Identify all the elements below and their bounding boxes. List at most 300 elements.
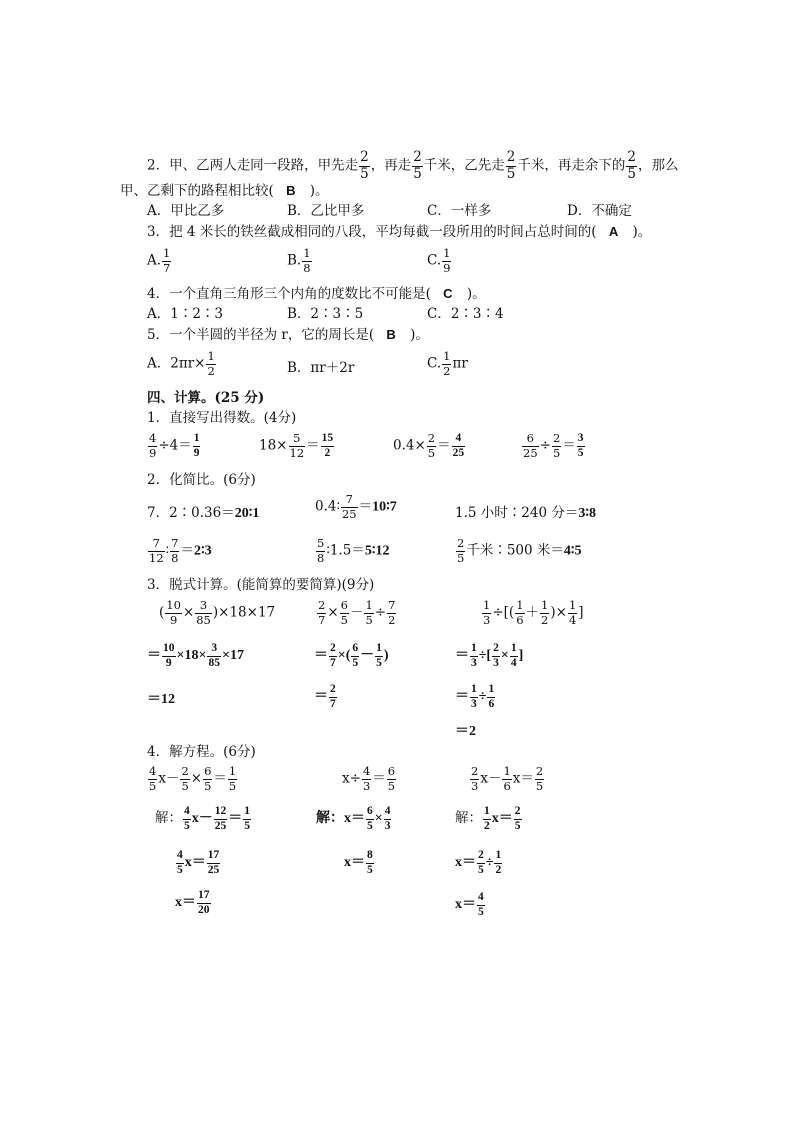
fraction-num: 2: [427, 431, 436, 445]
t: ]: [518, 648, 524, 664]
fraction-num: 1: [228, 764, 237, 778]
fraction-den: 2: [541, 612, 549, 627]
fraction-num: 7: [388, 598, 396, 612]
fraction-den: 5: [427, 445, 436, 460]
fraction-num: 3: [577, 433, 585, 447]
t: －: [360, 648, 375, 664]
fraction-den: 12: [289, 445, 305, 460]
fraction-num: 6: [340, 598, 348, 612]
fraction-num: 1: [243, 806, 251, 820]
fraction-num: 1: [470, 684, 478, 698]
fraction: [470, 766, 479, 792]
fraction: [321, 433, 335, 459]
q2-t3: 千米，再走余下的: [517, 157, 626, 174]
fraction-num: 2: [329, 684, 337, 698]
t: ×: [374, 811, 383, 827]
fraction: [195, 600, 212, 626]
fraction-num: 2: [181, 764, 189, 778]
fraction-num: 2: [506, 149, 516, 165]
fraction-num: 1: [516, 598, 524, 612]
p4-col-3: [455, 766, 635, 936]
fraction: [364, 600, 373, 626]
fraction-den: 3: [471, 656, 477, 669]
fraction: [522, 433, 539, 459]
q3-option-c: [427, 248, 452, 274]
option-label: C.: [427, 252, 442, 269]
p2-title: 2．化简比。(6分): [147, 472, 256, 488]
option-label: A.: [147, 252, 162, 269]
eq: ＝: [358, 498, 373, 515]
fraction: [162, 643, 176, 669]
calc-3-step-2: [455, 684, 496, 710]
fraction-den: 25: [341, 506, 357, 521]
option-label: B.: [287, 252, 302, 269]
q2-line1: [147, 151, 678, 181]
t: 解：: [455, 810, 482, 827]
fraction-den: 5: [535, 778, 544, 793]
t: x＝: [455, 897, 476, 913]
mid: ∶1.5＝: [326, 542, 365, 559]
calc-2-step-1: [314, 643, 389, 669]
fraction-den: 2: [324, 446, 331, 459]
q2-t2: 千米，乙先走: [423, 157, 505, 174]
op: ÷4＝: [158, 437, 192, 454]
fraction-num: 17: [207, 850, 221, 864]
fraction: [180, 766, 189, 792]
p3-title: 3．脱式计算。(能简算的要简算)(9分): [147, 577, 375, 593]
q3-option-a: [147, 248, 172, 274]
fraction-num: 7: [171, 536, 179, 550]
fraction-den: 25: [523, 445, 538, 460]
p1-item-3: [393, 433, 466, 459]
fraction: [483, 806, 491, 832]
p1-item-2: [259, 433, 335, 459]
fraction-num: 6: [522, 433, 539, 447]
fraction-num: 4: [477, 892, 485, 906]
p1-title: 1．直接写出得数。(4分): [147, 410, 297, 426]
fraction: [366, 806, 374, 832]
fraction-num: 1: [163, 246, 171, 260]
fraction-den: 6: [488, 697, 495, 710]
fraction-den: 3: [471, 697, 477, 710]
fraction: [341, 494, 358, 520]
q2-line2a: 甲、乙剩下的路程相比较(: [120, 183, 274, 199]
q2-option-a: A．甲比乙多: [147, 203, 225, 219]
calc-3-step-3: ＝2: [455, 724, 476, 739]
q2-option-b: B．乙比甲多: [287, 203, 365, 219]
fraction-num: 2: [477, 850, 485, 864]
q3-tail: )。: [632, 224, 652, 240]
fraction-den: 5: [376, 656, 382, 669]
fraction-den: 2: [495, 863, 502, 876]
fraction-den: 5: [457, 550, 465, 565]
fraction-den: 9: [149, 445, 157, 460]
fraction-den: 3: [384, 819, 391, 832]
fraction-num: 2: [627, 149, 636, 165]
fraction-den: 85: [208, 656, 220, 669]
option-tail: πr: [452, 355, 468, 372]
fraction-num: 1: [483, 598, 491, 612]
fraction: [482, 600, 491, 626]
fraction-num: 1: [568, 598, 577, 612]
p2-item-6: [455, 538, 582, 564]
calc-2-step-2: [314, 684, 338, 710]
fraction: [316, 538, 325, 564]
fraction: [228, 766, 237, 792]
answer: 20∶1: [234, 506, 260, 521]
eq-1-step-3: [175, 890, 212, 916]
q3-line: [147, 224, 651, 240]
fraction-num: 2: [535, 764, 544, 778]
t: ×: [190, 770, 203, 787]
t: )×: [550, 604, 567, 621]
fraction: [329, 643, 337, 669]
mid: 千米∶500 米＝: [466, 542, 564, 559]
t: x＝: [344, 855, 365, 871]
q2-option-d: D．不确定: [567, 203, 632, 219]
fraction-num: 5: [289, 433, 306, 447]
fraction-num: 1: [470, 643, 478, 657]
fraction: [183, 806, 191, 832]
fraction-den: 5: [478, 863, 484, 876]
t: x＝: [184, 855, 206, 871]
eq-3-step-3: [455, 892, 486, 918]
fraction-den: 5: [340, 612, 348, 627]
answer: 10∶7: [372, 499, 397, 515]
fraction-den: 12: [149, 550, 164, 565]
fraction-num: 1: [375, 643, 383, 657]
fraction-num: 2: [329, 643, 337, 657]
q5-text: 5．一个半圆的半径为 r，它的周长是(: [147, 327, 375, 343]
fraction: [387, 766, 396, 792]
pre: 18×: [259, 437, 288, 454]
fraction: [506, 151, 517, 181]
calc-1-step-2: ＝12: [147, 692, 175, 707]
t: ]: [578, 604, 584, 621]
fraction-num: 10: [162, 643, 176, 657]
q5-line: [147, 327, 429, 343]
mid: ∶: [165, 542, 170, 559]
q5-tail: )。: [410, 327, 429, 343]
fraction: [351, 643, 359, 669]
p2-item-1: [147, 505, 259, 522]
fraction-den: 8: [303, 260, 311, 275]
t: x＝: [512, 770, 534, 787]
calc-3-step-1: [455, 643, 523, 669]
t: ×: [327, 604, 339, 621]
fraction-den: 5: [627, 165, 636, 182]
fraction-num: 1: [510, 643, 518, 657]
fraction-den: 9: [169, 612, 178, 627]
fraction: [340, 600, 349, 626]
fraction: [477, 850, 485, 876]
fraction: [148, 538, 165, 564]
fraction-den: 5: [367, 819, 373, 832]
t: )×18×17: [212, 604, 276, 621]
t: x÷: [342, 770, 361, 787]
fraction-den: 25: [452, 446, 465, 459]
t: ＝: [147, 648, 161, 664]
fraction: [384, 806, 392, 832]
fraction-num: 7: [148, 538, 165, 552]
fraction: [197, 890, 211, 916]
fraction-den: 5: [204, 778, 212, 793]
answer: 3∶8: [578, 506, 596, 521]
fraction-den: 5: [365, 612, 373, 627]
fraction-num: 3: [207, 643, 221, 657]
fraction: [207, 850, 221, 876]
t: ÷: [374, 604, 387, 621]
t: ＝: [314, 648, 328, 664]
fraction-den: 9: [443, 260, 451, 275]
fraction-num: 4: [183, 806, 191, 820]
fraction-den: 3: [471, 778, 479, 793]
t: x－: [158, 770, 180, 787]
q4-option-b: B．2∶3∶5: [287, 306, 364, 322]
fraction: [577, 433, 585, 459]
p3-col-1: [147, 600, 307, 710]
fraction: [289, 433, 306, 459]
fraction: [176, 850, 184, 876]
fraction-num: 2: [514, 806, 522, 820]
calc-1-step-1: [147, 643, 244, 669]
answer: 2∶3: [193, 543, 212, 559]
fraction: [162, 248, 171, 274]
fraction-num: 8: [366, 850, 374, 864]
fraction: [477, 892, 485, 918]
fraction-den: 3: [493, 656, 499, 669]
p3-col-2: [314, 600, 454, 720]
p4-col-2: [314, 766, 454, 896]
fraction-num: 15: [321, 433, 335, 447]
op: ÷: [539, 437, 551, 454]
fraction-den: 2: [443, 363, 451, 378]
fraction: [552, 433, 561, 459]
fraction-den: 5: [181, 778, 189, 793]
fraction-den: 4: [510, 656, 517, 669]
fraction-num: 2: [413, 149, 422, 165]
answer: 4∶5: [563, 543, 582, 559]
fraction-den: 5: [244, 819, 250, 832]
fraction-den: 8: [171, 550, 179, 565]
fraction-num: 4: [452, 433, 466, 447]
expr: 1.5 小时∶240 分＝: [455, 505, 579, 521]
eq-1-step-2: [175, 850, 221, 876]
fraction-num: 6: [387, 764, 396, 778]
fraction: [170, 538, 179, 564]
p1-item-4: [521, 433, 586, 459]
eq-2-step-1: [316, 806, 392, 832]
q4-answer: C: [443, 286, 453, 301]
fraction-den: 3: [362, 778, 371, 793]
t: ＋: [525, 604, 540, 621]
fraction-den: 5: [360, 165, 369, 182]
t: ×(: [337, 648, 351, 664]
t: ＝: [314, 689, 328, 705]
fraction-num: 5: [317, 536, 325, 550]
fraction-num: 2: [457, 536, 465, 550]
q5-option-b: B．πr＋2r: [287, 360, 355, 376]
fraction: [427, 433, 436, 459]
fraction: [535, 766, 544, 792]
q2-line2b: )。: [309, 183, 329, 199]
pre: 0.4∶: [315, 498, 340, 515]
fraction-num: 1: [443, 349, 451, 363]
eq-1-step-1: [155, 806, 252, 832]
q4-text: 4．一个直角三角形三个内角的度数比不可能是(: [147, 286, 431, 302]
p1-item-1: [147, 433, 201, 459]
eq-3-step-2: [455, 850, 503, 876]
q5-option-a: [147, 351, 217, 377]
fraction-num: 6: [204, 764, 212, 778]
q2-lead: 2．甲、乙两人走同一段路，甲先走: [147, 157, 359, 174]
fraction-den: 7: [163, 260, 171, 275]
fraction: [193, 433, 201, 459]
fraction: [214, 806, 228, 832]
q2-option-c: C．一样多: [427, 203, 492, 219]
fraction: [540, 600, 549, 626]
q5-option-c: [427, 351, 468, 377]
fraction: [470, 643, 478, 669]
t: x＝: [491, 811, 513, 827]
t: x－: [191, 811, 213, 827]
p4-title: 4．解方程。(6分): [147, 744, 256, 760]
fraction-num: 1: [487, 684, 495, 698]
fraction-num: 1: [303, 246, 311, 260]
fraction: [203, 766, 212, 792]
expr: 7．2∶0.36＝: [147, 505, 235, 521]
calc-2-question: [316, 600, 397, 626]
p2-item-2: [315, 494, 397, 520]
fraction-num: 1: [365, 598, 373, 612]
t: ＝: [455, 648, 469, 664]
t: x＝: [175, 895, 196, 911]
p2-item-5: [315, 538, 389, 564]
fraction-num: 2: [471, 764, 479, 778]
t: ×17: [221, 648, 244, 664]
fraction-num: 4: [149, 764, 157, 778]
fraction-den: 5: [514, 819, 521, 832]
fraction: [452, 433, 466, 459]
fraction-den: 5: [478, 905, 484, 918]
fraction: [502, 766, 511, 792]
fraction-num: 1: [193, 433, 201, 447]
eq-3-step-1: [455, 806, 523, 832]
fraction-num: 4: [384, 806, 392, 820]
fraction: [362, 766, 371, 792]
eq: ＝: [180, 542, 194, 559]
q4-option-a: A．1∶2∶3: [147, 306, 224, 322]
fraction: [456, 538, 465, 564]
fraction-den: 5: [367, 863, 373, 876]
fraction: [510, 643, 518, 669]
fraction-den: 85: [196, 612, 211, 627]
fraction-num: 1: [541, 598, 549, 612]
fraction-den: 2: [388, 612, 396, 627]
eq-3-question: [469, 766, 545, 792]
t: (: [159, 604, 165, 621]
fraction-den: 4: [568, 612, 577, 627]
fraction: [243, 806, 251, 832]
fraction-num: 1: [494, 850, 502, 864]
option-text: A．2πr×: [147, 355, 206, 372]
t: ＝: [372, 770, 386, 787]
q2-line2: [120, 183, 329, 199]
fraction: [302, 248, 311, 274]
t: ＝: [213, 770, 227, 787]
t: x－: [480, 770, 502, 787]
fraction-num: 12: [214, 806, 228, 820]
fraction-den: 5: [552, 445, 561, 460]
fraction: [387, 600, 396, 626]
fraction-den: 6: [503, 778, 511, 793]
t: ): [383, 648, 389, 664]
fraction: [412, 151, 423, 181]
fraction-den: 6: [516, 612, 524, 627]
op: ＝: [306, 437, 320, 454]
q3-text: 3．把 4 米长的铁丝截成相同的八段，平均每截一段所用的时间占总时间的(: [147, 224, 597, 240]
fraction-den: 9: [193, 446, 200, 459]
fraction-num: 2: [492, 643, 500, 657]
p2-item-4: [147, 538, 212, 564]
fraction-den: 7: [330, 656, 336, 669]
p2-item-3: [455, 505, 596, 522]
eq-2-question: [342, 766, 397, 792]
fraction-den: 2: [484, 819, 490, 832]
fraction-den: 5: [387, 778, 396, 793]
fraction: [366, 850, 374, 876]
op: ＝: [562, 437, 576, 454]
fraction: [442, 248, 451, 274]
fraction: [359, 151, 370, 181]
fraction-num: 4: [176, 850, 184, 864]
eq-1-question: [147, 766, 238, 792]
t: 解：: [155, 810, 182, 827]
fraction-num: 7: [341, 494, 358, 508]
calc-3-question: [481, 600, 584, 626]
fraction: [568, 600, 577, 626]
fraction-den: 5: [184, 819, 190, 832]
t: ×: [182, 604, 195, 621]
fraction: [375, 643, 383, 669]
fraction: [515, 600, 524, 626]
q2-t4: ，那么: [637, 157, 679, 174]
answer: 5∶12: [364, 543, 390, 559]
q2-answer: B: [286, 183, 296, 198]
fraction-den: 7: [318, 612, 326, 627]
q2-t1: ，再走: [370, 157, 412, 174]
fraction-num: 10: [166, 598, 181, 612]
fraction: [148, 433, 157, 459]
fraction: [492, 643, 500, 669]
fraction: [206, 351, 215, 377]
fraction-num: 4: [362, 764, 371, 778]
fraction: [165, 600, 182, 626]
fraction-num: 2: [360, 149, 369, 165]
fraction-num: 1: [503, 764, 511, 778]
fraction-num: 2: [318, 598, 326, 612]
pre: 0.4×: [393, 437, 426, 454]
q3-answer: A: [608, 224, 619, 239]
fraction-num: 3: [195, 600, 212, 614]
p4-col-1: [147, 766, 307, 936]
fraction-den: 5: [413, 165, 422, 182]
fraction-num: 1: [483, 806, 491, 820]
fraction-num: 17: [197, 890, 211, 904]
fraction: [470, 684, 478, 710]
q4-line: [147, 286, 486, 302]
fraction-den: 5: [149, 778, 157, 793]
